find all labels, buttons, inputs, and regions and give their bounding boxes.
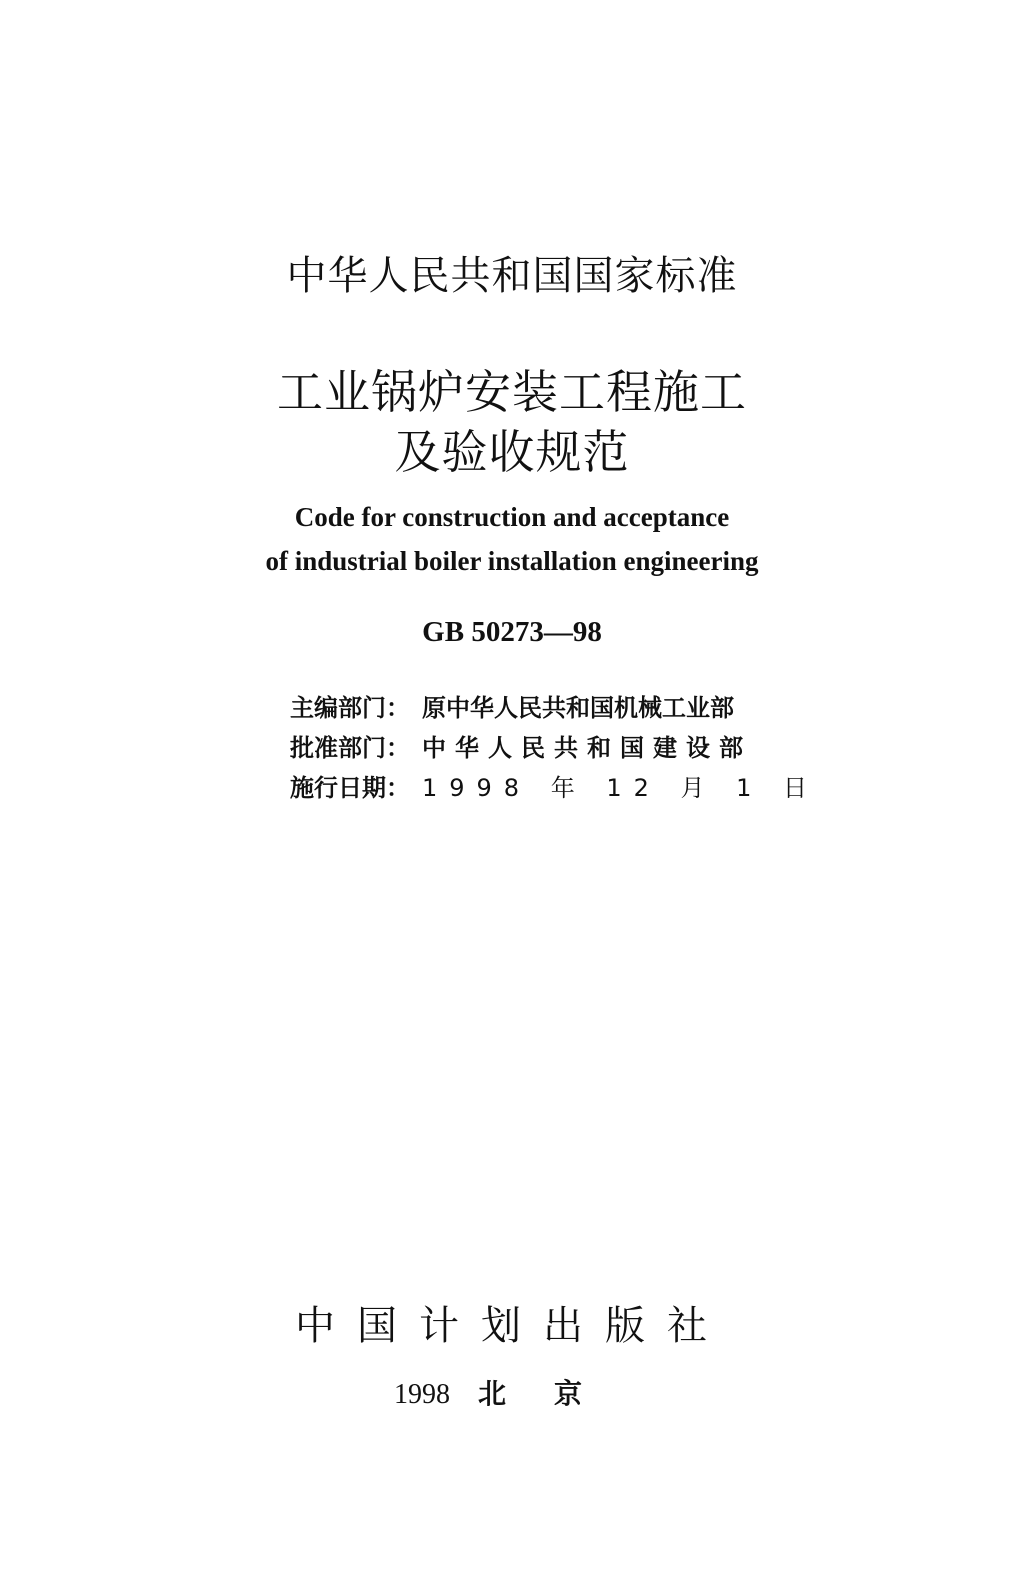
title-en-line1: Code for construction and acceptance — [294, 502, 730, 532]
national-standard-heading: 中华人民共和国国家标准 — [286, 253, 738, 299]
approver-value: 中华人民共和国建设部 — [422, 734, 752, 762]
approver-row — [290, 728, 752, 763]
approver-label: 批准部门： — [290, 734, 410, 762]
effective-date-row — [290, 768, 819, 803]
publisher-name: 中国计划出版社 — [295, 1303, 729, 1349]
effective-label: 施行日期： — [290, 774, 410, 802]
title-cn-line2: 及验收规范 — [394, 425, 630, 479]
effective-value: 1998 年 12 月 1 日 — [422, 774, 820, 802]
editor-row — [290, 688, 734, 723]
editor-value: 原中华人民共和国机械工业部 — [422, 694, 734, 722]
publication-city: 北京 — [477, 1377, 630, 1410]
title-en-line2: of industrial boiler installation engineering — [265, 546, 759, 576]
standard-code: GB 50273—98 — [422, 616, 602, 648]
publication-year: 1998 — [393, 1379, 450, 1410]
publication-place — [0, 1372, 1024, 1412]
editor-label: 主编部门： — [290, 694, 410, 722]
title-cn-line1: 工业锅炉安装工程施工 — [277, 365, 747, 419]
